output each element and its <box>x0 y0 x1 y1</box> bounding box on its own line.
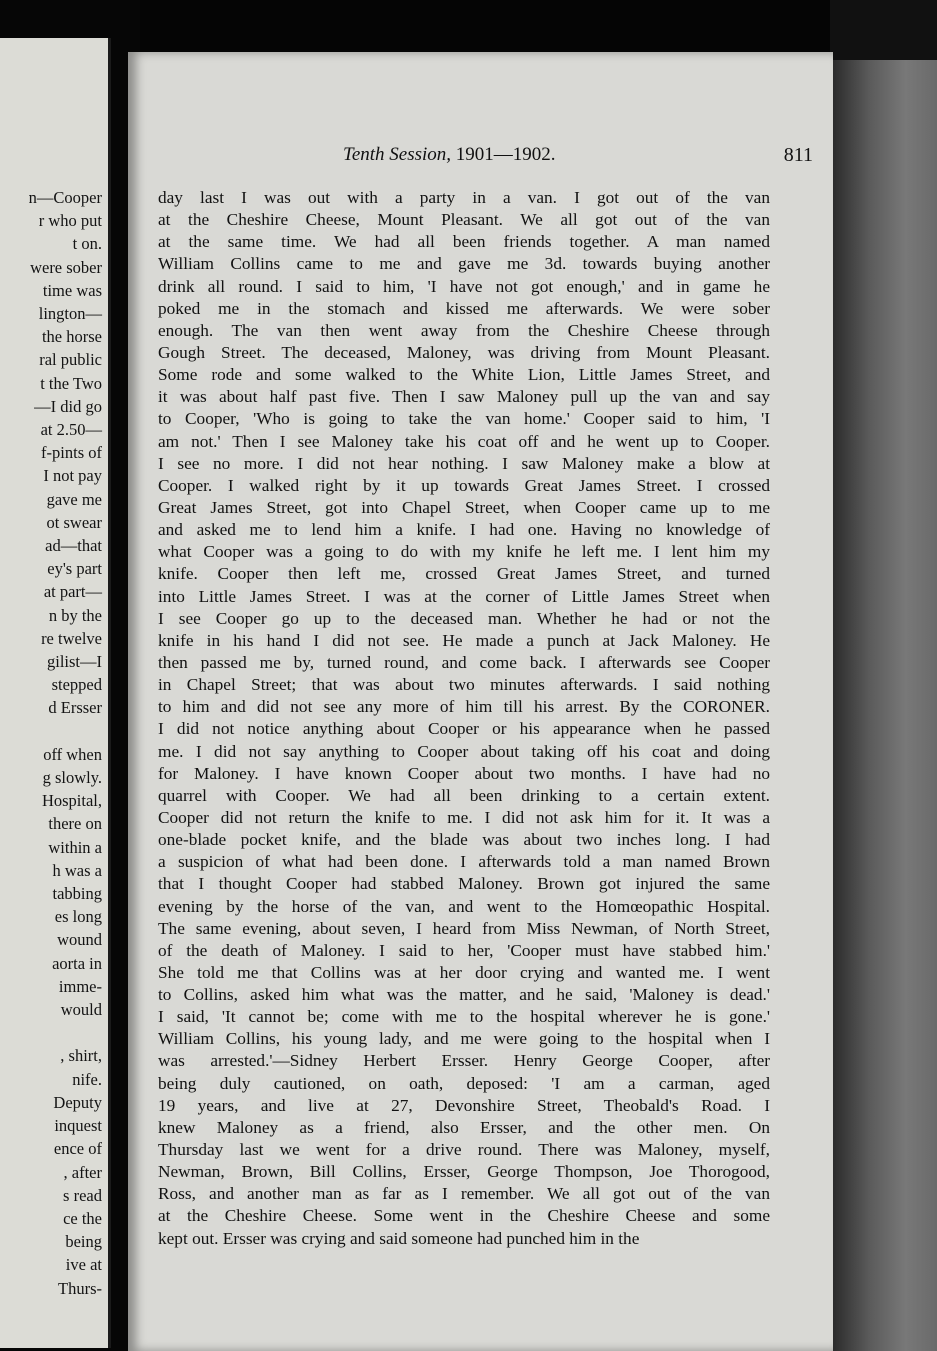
text-line: The same evening, about seven, I heard from Miss Newman, of North Street, <box>158 918 770 938</box>
background-top <box>830 0 937 60</box>
text-line: day last I was out with a party in a van. I got out of the van <box>158 188 770 207</box>
text-line: one-blade pocket knife, and the blade was about two inches long. I had <box>158 830 770 850</box>
left-page-line: ad—that <box>45 536 102 556</box>
text-line: She told me that Collins was at her door crying and wanted me. I went <box>158 962 770 982</box>
left-page-line: aorta in <box>52 953 102 973</box>
text-line: Cooper. I walked right by it up towards Great James Street. I crossed <box>158 475 770 495</box>
left-page-line: , after <box>63 1162 102 1182</box>
text-line: then passed me by, turned round, and come back. I afterwards see Cooper <box>158 652 770 672</box>
left-page-line: there on <box>48 814 102 834</box>
text-line: knife. Cooper then left me, crossed Great James Street, and turned <box>158 564 770 584</box>
body-text <box>158 187 770 1250</box>
left-page-line: t the Two <box>40 373 102 393</box>
left-page-line: being <box>65 1232 102 1252</box>
text-line: Gough Street. The deceased, Maloney, was driving from Mount Pleasant. <box>158 342 770 362</box>
left-page-line: d Ersser <box>48 698 102 718</box>
text-line: of the death of Maloney. I said to her, 'Cooper must have stabbed him.' <box>158 940 770 960</box>
left-page-line: Deputy <box>53 1092 102 1112</box>
text-line: Thursday last we went for a drive round. There was Maloney, myself, <box>158 1140 770 1160</box>
text-line: being duly cautioned, on oath, deposed: 'I am a carman, aged <box>158 1073 770 1093</box>
page-number: 811 <box>783 144 813 166</box>
left-page-line: r who put <box>38 211 102 231</box>
left-page-line: time was <box>42 280 102 300</box>
text-line: enough. The van then went away from the Cheshire Cheese through <box>158 320 770 340</box>
running-head-title: Tenth Session, 1901—1902. <box>343 144 556 165</box>
text-line: kept out. Ersser was crying and said someone had punched him in the <box>158 1228 640 1248</box>
text-line: knife in his hand I did not see. He made a punch at Jack Maloney. He <box>158 630 770 650</box>
left-page-line <box>2 720 102 743</box>
text-line: quarrel with Cooper. We had all been drinking to a certain extent. <box>158 785 770 805</box>
left-page-line: the horse <box>41 327 102 347</box>
left-page-line: tabbing <box>52 884 102 904</box>
left-page-line: nife. <box>72 1069 102 1089</box>
left-page-line: ence of <box>53 1139 102 1159</box>
running-head-years: 1901—1902. <box>455 144 556 165</box>
left-page-line: within a <box>48 837 102 857</box>
text-line: was arrested.'—Sidney Herbert Ersser. Henry George Cooper, after <box>158 1051 770 1071</box>
text-line: at the Cheshire Cheese, Mount Pleasant. We all got out of the van <box>158 210 770 230</box>
text-line: am not.' Then I see Maloney take his coat off and he went up to Cooper. <box>158 431 770 451</box>
left-page-line: ive at <box>65 1255 102 1275</box>
text-line: and asked me to lend him a knife. I had one. Having no knowledge of <box>158 520 770 540</box>
left-page-line: Thurs- <box>58 1278 102 1298</box>
text-line: into Little James Street. I was at the corner of Little James Street when <box>158 586 770 606</box>
left-page-line: gilist—I <box>46 652 102 672</box>
text-line: to Collins, asked him what was the matter, and he said, 'Maloney is dead.' <box>158 985 770 1005</box>
left-page-line: off when <box>43 744 102 764</box>
left-page-line: lington— <box>38 304 102 324</box>
text-line: I said, 'It cannot be; come with me to the hospital wherever he is gone.' <box>158 1007 770 1027</box>
text-line: to Cooper, 'Who is going to take the van home.' Cooper said to him, 'I <box>158 409 770 429</box>
left-page-line: I not pay <box>43 466 102 486</box>
left-page-lines <box>2 186 102 1300</box>
text-line: to him and did not see any more of him till his arrest. By the CORONER. <box>158 697 770 717</box>
left-page-line: were sober <box>30 257 102 277</box>
left-page-line: would <box>60 1000 102 1020</box>
text-line: William Collins, his young lady, and me were going to the hospital when I <box>158 1029 770 1049</box>
text-line: Cooper did not return the knife to me. I did not ask him for it. It was a <box>158 807 770 827</box>
text-line: Great James Street, got into Chapel Street, when Cooper came up to me <box>158 497 770 517</box>
book-page <box>128 52 833 1351</box>
left-page-line: ral public <box>39 350 102 370</box>
text-line: that I thought Cooper had stabbed Maloney. Brown got injured the same <box>158 874 770 894</box>
left-page-line: ot swear <box>46 512 102 532</box>
left-page-line: es long <box>54 907 102 927</box>
left-page-line: at part— <box>43 582 102 602</box>
left-page-line: at 2.50— <box>40 420 102 440</box>
text-line: I see no more. I did not hear nothing. I saw Maloney make a blow at <box>158 453 770 473</box>
text-line: I see Cooper go up to the deceased man. Whether he had or not the <box>158 608 770 628</box>
left-page-line: s read <box>63 1185 102 1205</box>
left-page-line: n—Cooper <box>28 188 102 207</box>
text-line: what Cooper was a going to do with my knife he left me. I lent him my <box>158 542 770 562</box>
background-right <box>832 0 937 1351</box>
left-page-line: f-pints of <box>41 443 102 463</box>
left-page-line: Hospital, <box>41 791 102 811</box>
text-line: a suspicion of what had been done. I afterwards told a man named Brown <box>158 852 770 872</box>
left-page-line: —I did go <box>34 396 102 416</box>
left-page-line: inquest <box>54 1116 102 1136</box>
running-head <box>343 144 813 174</box>
left-page-line: h was a <box>52 860 102 880</box>
left-page-line: re twelve <box>41 628 102 648</box>
left-page-line: stepped <box>51 675 102 695</box>
text-line: for Maloney. I have known Cooper about two months. I have had no <box>158 763 770 783</box>
text-line: poked me in the stomach and kissed me afterwards. We were sober <box>158 298 770 318</box>
text-line: at the Cheshire Cheese. Some went in the Cheshire Cheese and some <box>158 1206 770 1226</box>
left-page-line: wound <box>57 930 102 950</box>
text-line: at the same time. We had all been friends together. A man named <box>158 232 770 252</box>
left-page-line <box>2 1021 102 1044</box>
left-page-fragment <box>0 38 111 1348</box>
left-page-line: t on. <box>72 234 102 254</box>
text-line: drink all round. I said to him, 'I have not got enough,' and in game he <box>158 276 770 296</box>
left-page-line: gave me <box>46 489 102 509</box>
text-line: 19 years, and live at 27, Devonshire Street, Theobald's Road. I <box>158 1095 770 1115</box>
text-line: Some rode and some walked to the White Lion, Little James Street, and <box>158 365 770 385</box>
left-page-line: imme- <box>58 976 102 996</box>
left-page-line: n by the <box>48 605 102 625</box>
text-line: in Chapel Street; that was about two minutes afterwards. I said nothing <box>158 675 770 695</box>
text-line: I did not notice anything about Cooper or his appearance when he passed <box>158 719 770 739</box>
text-line: Ross, and another man as far as I remember. We all got out of the van <box>158 1184 770 1204</box>
left-page-line: , shirt, <box>60 1046 102 1066</box>
text-line: it was about half past five. Then I saw Maloney pull up the van and say <box>158 387 770 407</box>
text-line: me. I did not say anything to Cooper about taking off his coat and doing <box>158 741 770 761</box>
left-page-line: g slowly. <box>42 768 102 788</box>
left-page-line: ey's part <box>47 559 102 579</box>
text-line: knew Maloney as a friend, also Ersser, and the other men. On <box>158 1117 770 1137</box>
left-page-line: ce the <box>63 1208 102 1228</box>
text-line: William Collins came to me and gave me 3d. towards buying another <box>158 254 770 274</box>
text-line: evening by the horse of the van, and went to the Homœopathic Hospital. <box>158 896 770 916</box>
text-line: Newman, Brown, Bill Collins, Ersser, George Thompson, Joe Thorogood, <box>158 1162 770 1182</box>
